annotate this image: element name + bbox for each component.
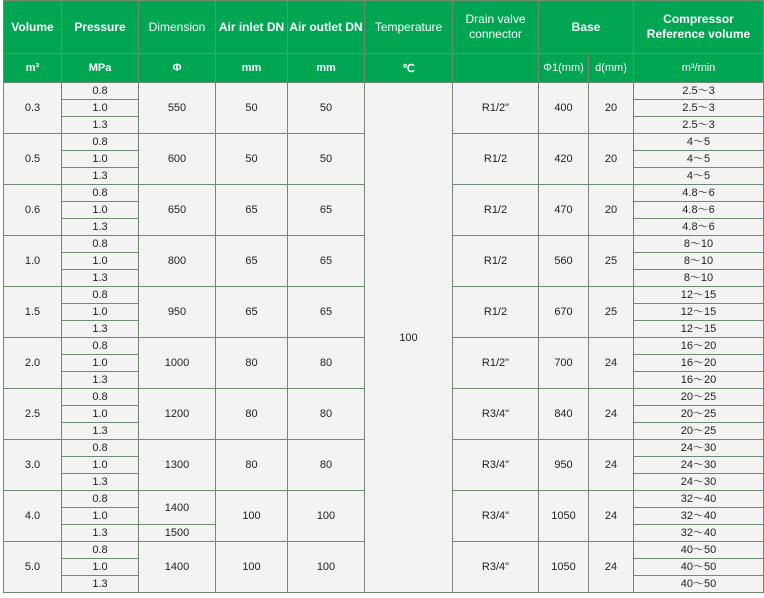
drain-valve-cell: R3/4"	[453, 440, 539, 491]
air-inlet-cell: 100	[216, 491, 288, 542]
pressure-cell: 1.3	[62, 321, 139, 338]
pressure-cell: 1.3	[62, 372, 139, 389]
dimension-cell: 1500	[139, 525, 216, 542]
pressure-cell: 1.3	[62, 576, 139, 593]
drain-valve-cell: R1/2	[453, 287, 539, 338]
air-outlet-cell: 65	[288, 236, 365, 287]
compressor-cell: 32～40	[634, 525, 764, 542]
air-outlet-cell: 65	[288, 185, 365, 236]
volume-cell: 0.3	[4, 83, 62, 134]
dimension-cell: 650	[139, 185, 216, 236]
compressor-cell: 4～5	[634, 168, 764, 185]
air-inlet-cell: 50	[216, 83, 288, 134]
air-outlet-cell: 65	[288, 287, 365, 338]
pressure-cell: 1.0	[62, 202, 139, 219]
compressor-cell: 2.5～3	[634, 117, 764, 134]
base-phi-cell: 700	[539, 338, 589, 389]
header-air-inlet: Air inlet DN	[216, 1, 288, 54]
header-drain-valve-line2: connector	[469, 27, 522, 41]
pressure-cell: 1.0	[62, 406, 139, 423]
dimension-cell: 600	[139, 134, 216, 185]
header-base: Base	[539, 1, 634, 54]
air-outlet-cell: 80	[288, 440, 365, 491]
compressor-cell: 40～50	[634, 576, 764, 593]
compressor-cell: 20～25	[634, 389, 764, 406]
volume-cell: 0.6	[4, 185, 62, 236]
header-temperature: Temperature	[365, 1, 453, 54]
air-outlet-cell: 50	[288, 134, 365, 185]
compressor-cell: 2.5～3	[634, 83, 764, 100]
dimension-cell: 950	[139, 287, 216, 338]
header-pressure: Pressure	[62, 1, 139, 54]
air-inlet-cell: 100	[216, 542, 288, 593]
header-compressor	[634, 1, 764, 54]
air-inlet-cell: 65	[216, 287, 288, 338]
unit-drain-valve	[453, 54, 539, 83]
compressor-cell: 12～15	[634, 321, 764, 338]
air-outlet-cell: 80	[288, 389, 365, 440]
dimension-cell: 800	[139, 236, 216, 287]
pressure-cell: 1.3	[62, 270, 139, 287]
compressor-cell: 20～25	[634, 406, 764, 423]
air-inlet-cell: 80	[216, 389, 288, 440]
unit-temperature: ℃	[365, 54, 453, 83]
compressor-cell: 32～40	[634, 508, 764, 525]
base-phi-cell: 950	[539, 440, 589, 491]
volume-cell: 0.5	[4, 134, 62, 185]
drain-valve-cell: R1/2	[453, 134, 539, 185]
pressure-cell: 1.3	[62, 117, 139, 134]
spec-table	[3, 0, 764, 593]
pressure-cell: 0.8	[62, 236, 139, 253]
pressure-cell: 1.3	[62, 525, 139, 542]
compressor-cell: 8～10	[634, 253, 764, 270]
base-phi-cell: 470	[539, 185, 589, 236]
volume-cell: 2.0	[4, 338, 62, 389]
header-drain-valve	[453, 1, 539, 54]
base-phi-cell: 1050	[539, 542, 589, 593]
pressure-cell: 1.3	[62, 423, 139, 440]
table-row	[4, 83, 764, 100]
table-header	[4, 1, 764, 83]
drain-valve-cell: R3/4"	[453, 389, 539, 440]
pressure-cell: 1.0	[62, 253, 139, 270]
compressor-cell: 16～20	[634, 355, 764, 372]
header-compressor-line1: Compressor	[663, 12, 734, 26]
pressure-cell: 1.0	[62, 100, 139, 117]
air-inlet-cell: 65	[216, 236, 288, 287]
unit-air-outlet: mm	[288, 54, 365, 83]
pressure-cell: 0.8	[62, 338, 139, 355]
air-outlet-cell: 80	[288, 338, 365, 389]
pressure-cell: 1.3	[62, 474, 139, 491]
pressure-cell: 1.0	[62, 151, 139, 168]
volume-cell: 2.5	[4, 389, 62, 440]
compressor-cell: 8～10	[634, 270, 764, 287]
header-row	[4, 1, 764, 54]
unit-volume: m³	[4, 54, 62, 83]
base-d-cell: 20	[589, 83, 634, 134]
drain-valve-cell: R3/4"	[453, 542, 539, 593]
header-compressor-line2: Reference volume	[646, 27, 751, 41]
air-inlet-cell: 80	[216, 440, 288, 491]
base-phi-cell: 1050	[539, 491, 589, 542]
compressor-cell: 16～20	[634, 372, 764, 389]
compressor-cell: 2.5～3	[634, 100, 764, 117]
dimension-cell: 1200	[139, 389, 216, 440]
air-inlet-cell: 65	[216, 185, 288, 236]
unit-pressure: MPa	[62, 54, 139, 83]
compressor-cell: 16～20	[634, 338, 764, 355]
pressure-cell: 1.0	[62, 508, 139, 525]
compressor-cell: 4.8～6	[634, 202, 764, 219]
volume-cell: 5.0	[4, 542, 62, 593]
pressure-cell: 0.8	[62, 134, 139, 151]
compressor-cell: 20～25	[634, 423, 764, 440]
compressor-cell: 24～30	[634, 474, 764, 491]
base-d-cell: 24	[589, 440, 634, 491]
compressor-cell: 32～40	[634, 491, 764, 508]
header-air-outlet: Air outlet DN	[288, 1, 365, 54]
compressor-cell: 4.8～6	[634, 219, 764, 236]
header-drain-valve-line1: Drain valve	[465, 12, 526, 26]
base-d-cell: 24	[589, 389, 634, 440]
unit-base-d: d(mm)	[589, 54, 634, 83]
base-phi-cell: 670	[539, 287, 589, 338]
compressor-cell: 4.8～6	[634, 185, 764, 202]
drain-valve-cell: R1/2"	[453, 338, 539, 389]
air-outlet-cell: 50	[288, 83, 365, 134]
pressure-cell: 1.3	[62, 219, 139, 236]
volume-cell: 3.0	[4, 440, 62, 491]
base-d-cell: 24	[589, 338, 634, 389]
pressure-cell: 0.8	[62, 542, 139, 559]
base-d-cell: 24	[589, 542, 634, 593]
unit-air-inlet: mm	[216, 54, 288, 83]
drain-valve-cell: R3/4"	[453, 491, 539, 542]
base-d-cell: 25	[589, 236, 634, 287]
dimension-cell: 550	[139, 83, 216, 134]
unit-base-phi: Φ1(mm)	[539, 54, 589, 83]
compressor-cell: 12～15	[634, 304, 764, 321]
base-phi-cell: 400	[539, 83, 589, 134]
unit-compressor: m³/min	[634, 54, 764, 83]
pressure-cell: 0.8	[62, 287, 139, 304]
compressor-cell: 40～50	[634, 542, 764, 559]
header-dimension: Dimension	[139, 1, 216, 54]
base-phi-cell: 420	[539, 134, 589, 185]
air-outlet-cell: 100	[288, 542, 365, 593]
dimension-cell: 1400	[139, 491, 216, 525]
compressor-cell: 4～5	[634, 151, 764, 168]
base-d-cell: 20	[589, 134, 634, 185]
air-inlet-cell: 80	[216, 338, 288, 389]
dimension-cell: 1000	[139, 338, 216, 389]
header-volume: Volume	[4, 1, 62, 54]
compressor-cell: 40～50	[634, 559, 764, 576]
pressure-cell: 0.8	[62, 185, 139, 202]
base-d-cell: 25	[589, 287, 634, 338]
compressor-cell: 4～5	[634, 134, 764, 151]
volume-cell: 1.0	[4, 236, 62, 287]
compressor-cell: 24～30	[634, 457, 764, 474]
air-outlet-cell: 100	[288, 491, 365, 542]
drain-valve-cell: R1/2"	[453, 83, 539, 134]
compressor-cell: 8～10	[634, 236, 764, 253]
compressor-cell: 24～30	[634, 440, 764, 457]
pressure-cell: 0.8	[62, 389, 139, 406]
unit-row	[4, 54, 764, 83]
pressure-cell: 1.0	[62, 304, 139, 321]
pressure-cell: 0.8	[62, 491, 139, 508]
base-phi-cell: 560	[539, 236, 589, 287]
pressure-cell: 1.3	[62, 168, 139, 185]
air-inlet-cell: 50	[216, 134, 288, 185]
pressure-cell: 0.8	[62, 440, 139, 457]
pressure-cell: 0.8	[62, 83, 139, 100]
base-phi-cell: 840	[539, 389, 589, 440]
unit-dimension: Φ	[139, 54, 216, 83]
drain-valve-cell: R1/2	[453, 185, 539, 236]
compressor-cell: 12～15	[634, 287, 764, 304]
pressure-cell: 1.0	[62, 457, 139, 474]
drain-valve-cell: R1/2	[453, 236, 539, 287]
table-body	[4, 83, 764, 593]
volume-cell: 1.5	[4, 287, 62, 338]
base-d-cell: 24	[589, 491, 634, 542]
dimension-cell: 1300	[139, 440, 216, 491]
volume-cell: 4.0	[4, 491, 62, 542]
base-d-cell: 20	[589, 185, 634, 236]
temperature-cell: 100	[365, 83, 453, 593]
dimension-cell: 1400	[139, 542, 216, 593]
pressure-cell: 1.0	[62, 355, 139, 372]
pressure-cell: 1.0	[62, 559, 139, 576]
